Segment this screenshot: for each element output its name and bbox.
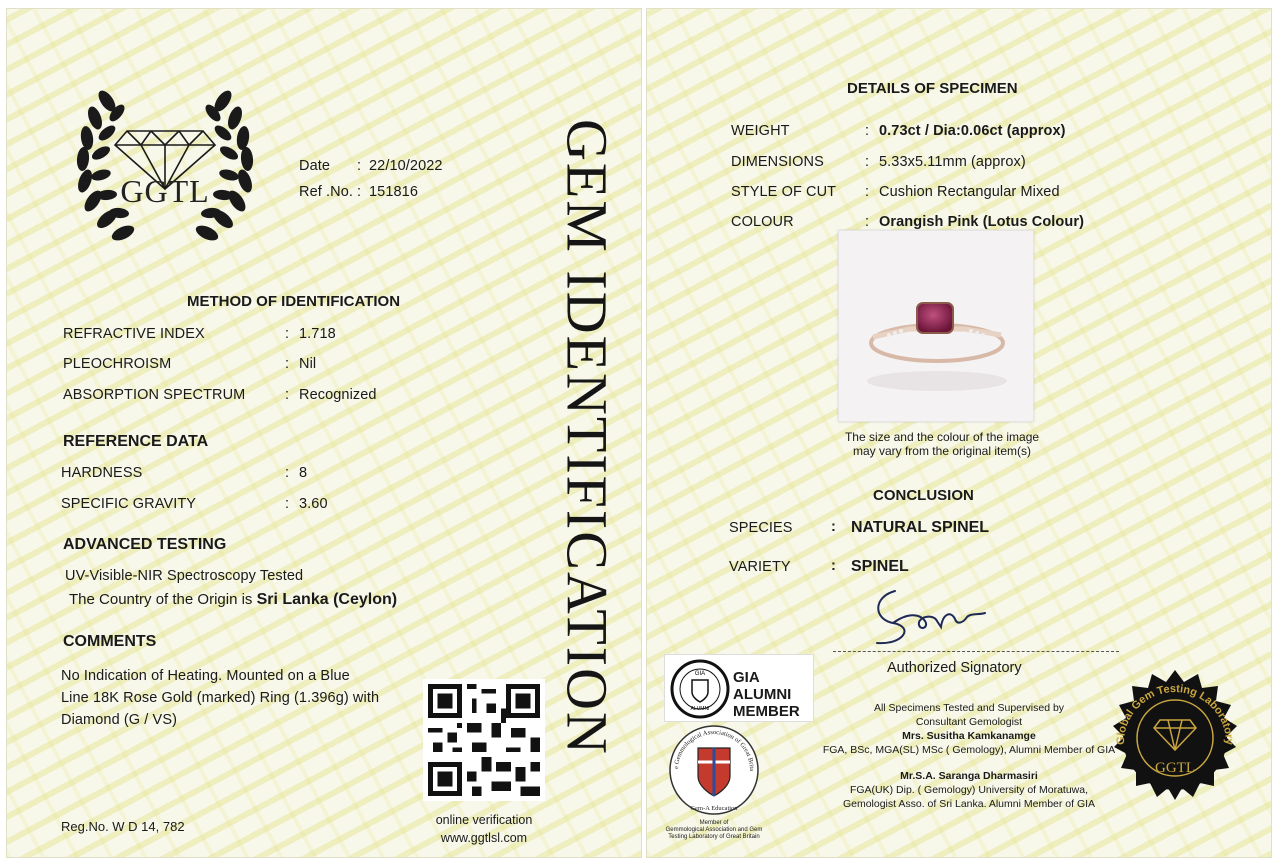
gem-a-education-text: Gem-A Education xyxy=(690,805,738,812)
advanced-heading: ADVANCED TESTING xyxy=(63,536,227,553)
signature-line xyxy=(833,651,1119,652)
ggtl-logo xyxy=(65,73,265,258)
specimen-value: 0.73ct / Dia:0.06ct (approx) xyxy=(879,123,1066,139)
reference-colon: : xyxy=(285,465,290,481)
qr-code[interactable] xyxy=(423,679,545,801)
ref-label: Ref .No. xyxy=(299,184,353,200)
seal-ring-text: Global Gem Testing Laboratory xyxy=(1114,682,1236,746)
specimen-value: 5.33x5.11mm (approx) xyxy=(879,154,1026,170)
signature xyxy=(863,583,993,658)
reference-heading: REFERENCE DATA xyxy=(63,433,209,450)
specimen-photo xyxy=(838,230,1034,422)
logo-text: GGTL xyxy=(120,173,210,209)
image-disclaimer: The size and the colour of the image may vary from the original item(s) xyxy=(844,430,1040,458)
reference-label: SPECIFIC GRAVITY xyxy=(61,496,197,512)
ref-colon: : xyxy=(357,184,362,200)
gia-alumni-badge xyxy=(664,654,814,722)
gia-ring-text: GIA xyxy=(694,671,706,677)
specimen-value: Orangish Pink (Lotus Colour) xyxy=(879,214,1084,230)
specimen-colon: : xyxy=(865,154,870,170)
gia-text: GIA ALUMNI MEMBER xyxy=(733,669,800,720)
species-value: NATURAL SPINEL xyxy=(851,519,990,536)
authorized-signatory: Authorized Signatory xyxy=(887,660,1022,676)
specimen-label: WEIGHT xyxy=(731,123,790,139)
method-colon: : xyxy=(285,387,290,403)
reference-value: 3.60 xyxy=(299,496,328,512)
comments-line: Diamond (G / VS) xyxy=(61,712,178,728)
reference-label: HARDNESS xyxy=(61,465,143,481)
method-label: REFRACTIVE INDEX xyxy=(63,326,205,342)
gem-a-caption: Member of Gemmological Association and Gem Testing Laboratory of Great Britain xyxy=(665,820,763,840)
gem-a-ring-text: e Gemmological Association of Great Brita xyxy=(672,728,756,772)
vertical-title: GEM IDENTIFICATION xyxy=(554,118,620,756)
reference-value: 8 xyxy=(299,465,308,481)
species-label: SPECIES xyxy=(729,520,793,536)
specimen-colon: : xyxy=(865,214,870,230)
gem-a-seal xyxy=(664,724,764,840)
specimen-colon: : xyxy=(865,123,870,139)
method-heading: METHOD OF IDENTIFICATION xyxy=(187,293,401,310)
ref-value: 151816 xyxy=(369,184,418,200)
gia-alumni-text: ALUMNI xyxy=(690,706,710,712)
comments-line: Line 18K Rose Gold (marked) Ring (1.396g) with xyxy=(61,690,380,706)
origin-prefix: The Country of the Origin is xyxy=(69,591,253,608)
method-colon: : xyxy=(285,326,290,342)
gold-seal-icon xyxy=(1100,668,1250,818)
comments-heading: COMMENTS xyxy=(63,633,157,650)
specimen-heading: DETAILS OF SPECIMEN xyxy=(847,80,1018,97)
specimen-value: Cushion Rectangular Mixed xyxy=(879,184,1060,200)
specimen-label: COLOUR xyxy=(731,214,794,230)
specimen-label: STYLE OF CUT xyxy=(731,184,837,200)
gem-a-crest-icon xyxy=(664,724,764,820)
method-label: PLEOCHROISM xyxy=(63,356,172,372)
certificate-left-page xyxy=(6,8,642,858)
origin-value: Sri Lanka (Ceylon) xyxy=(256,591,398,608)
gia-seal-icon xyxy=(669,658,731,720)
origin-line xyxy=(69,591,397,609)
date-colon: : xyxy=(357,158,362,174)
verify-url[interactable]: www.ggtlsl.com xyxy=(440,831,528,845)
comments-line: No Indication of Heating. Mounted on a Blue xyxy=(61,668,350,684)
ring-image xyxy=(839,231,1035,423)
date-label: Date xyxy=(299,158,331,174)
conclusion-heading: CONCLUSION xyxy=(873,487,974,504)
method-value: Recognized xyxy=(299,387,377,403)
method-value: Nil xyxy=(299,356,317,372)
ggtl-gold-seal xyxy=(1100,668,1250,818)
variety-value: SPINEL xyxy=(851,558,909,575)
advanced-line: UV-Visible-NIR Spectroscopy Tested xyxy=(65,568,304,584)
method-value: 1.718 xyxy=(299,326,336,342)
seal-text: GGTL xyxy=(1155,760,1195,776)
species-colon: : xyxy=(831,519,836,535)
method-label: ABSORPTION SPECTRUM xyxy=(63,387,246,403)
laurel-wreath-icon xyxy=(65,73,265,258)
registration-number: Reg.No. W D 14, 782 xyxy=(61,819,185,834)
signatory-details: All Specimens Tested and Supervised by Consultant Gemologist Mrs. Susitha Kamkanamge FGA, BSc, MGA(SL) MSc ( Gemology), Alumni Member of GIA Mr.S.A. Saranga Dharmasiri FGA(UK) Dip. ( Gemology) University of Moratuwa, Gemologist Asso. of Sri Lanka. Alumni Member of GIA xyxy=(822,702,1116,810)
method-colon: : xyxy=(285,356,290,372)
variety-colon: : xyxy=(831,558,836,574)
date-value: 22/10/2022 xyxy=(369,158,443,174)
verify-label: online verification xyxy=(435,813,533,827)
reference-colon: : xyxy=(285,496,290,512)
specimen-label: DIMENSIONS xyxy=(731,154,824,170)
variety-label: VARIETY xyxy=(729,559,791,575)
specimen-colon: : xyxy=(865,184,870,200)
